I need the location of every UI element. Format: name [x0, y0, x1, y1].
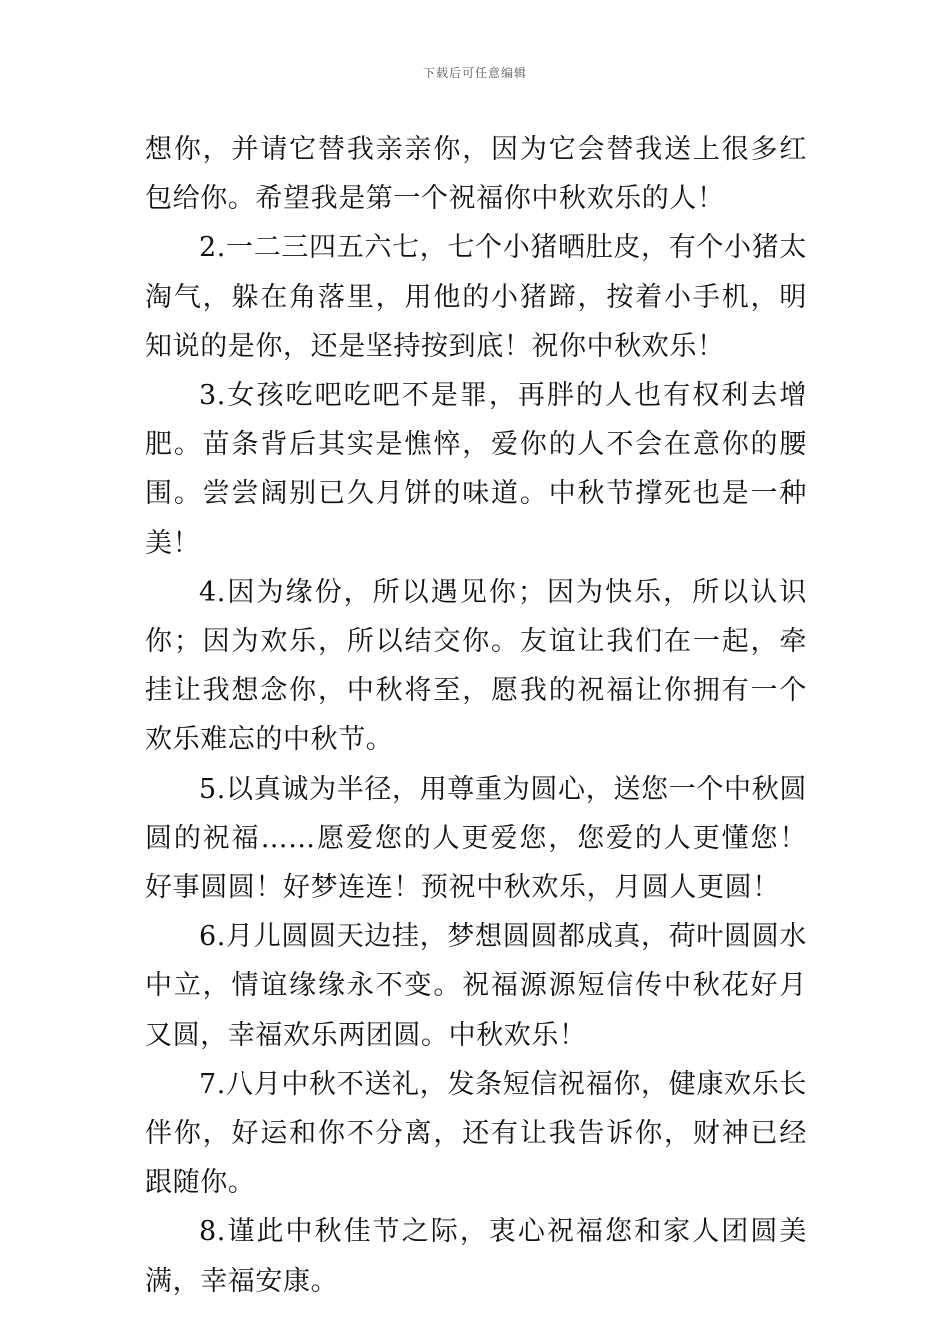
paragraph-item-4: 4.因为缘份，所以遇见你；因为快乐，所以认识你；因为欢乐，所以结交你。友谊让我们在一起，牵挂让我想念你，中秋将至，愿我的祝福让你拥有一个欢乐难忘的中秋节。 [145, 576, 807, 756]
paragraph-item-7: 7.八月中秋不送礼，发条短信祝福你，健康欢乐长伴你，好运和你不分离，还有让我告诉你，财神已经跟随你。 [145, 1068, 807, 1199]
paragraph-item-2: 2.一二三四五六七，七个小猪晒肚皮，有个小猪太淘气，躲在角落里，用他的小猪蹄，按着小手机，明知说的是你，还是坚持按到底！祝你中秋欢乐！ [145, 232, 807, 362]
paragraph-item-5: 5.以真诚为半径，用尊重为圆心，送您一个中秋圆圆的祝福……愿爱您的人更爱您，您爱的人更懂您！好事圆圆！好梦连连！预祝中秋欢乐，月圆人更圆！ [145, 773, 807, 904]
page-header-note: 下载后可任意编辑 [422, 66, 527, 80]
paragraph-continued: 想你，并请它替我亲亲你，因为它会替我送上很多红包给你。希望我是第一个祝福你中秋欢乐的人！ [145, 134, 807, 215]
paragraph-item-6: 6.月儿圆圆天边挂，梦想圆圆都成真，荷叶圆圆水中立，情谊缘缘永不变。祝福源源短信传中秋花好月又圆，幸福欢乐两团圆。中秋欢乐！ [145, 921, 807, 1051]
document-body [145, 125, 807, 1306]
paragraph-item-8: 8.谨此中秋佳节之际，衷心祝福您和家人团圆美满，幸福安康。 [145, 1216, 807, 1297]
paragraph-item-3: 3.女孩吃吧吃吧不是罪，再胖的人也有权利去增肥。苗条背后其实是憔悴，爱你的人不会在意你的腰围。尝尝阔别已久月饼的味道。中秋节撑死也是一种美！ [145, 380, 807, 559]
